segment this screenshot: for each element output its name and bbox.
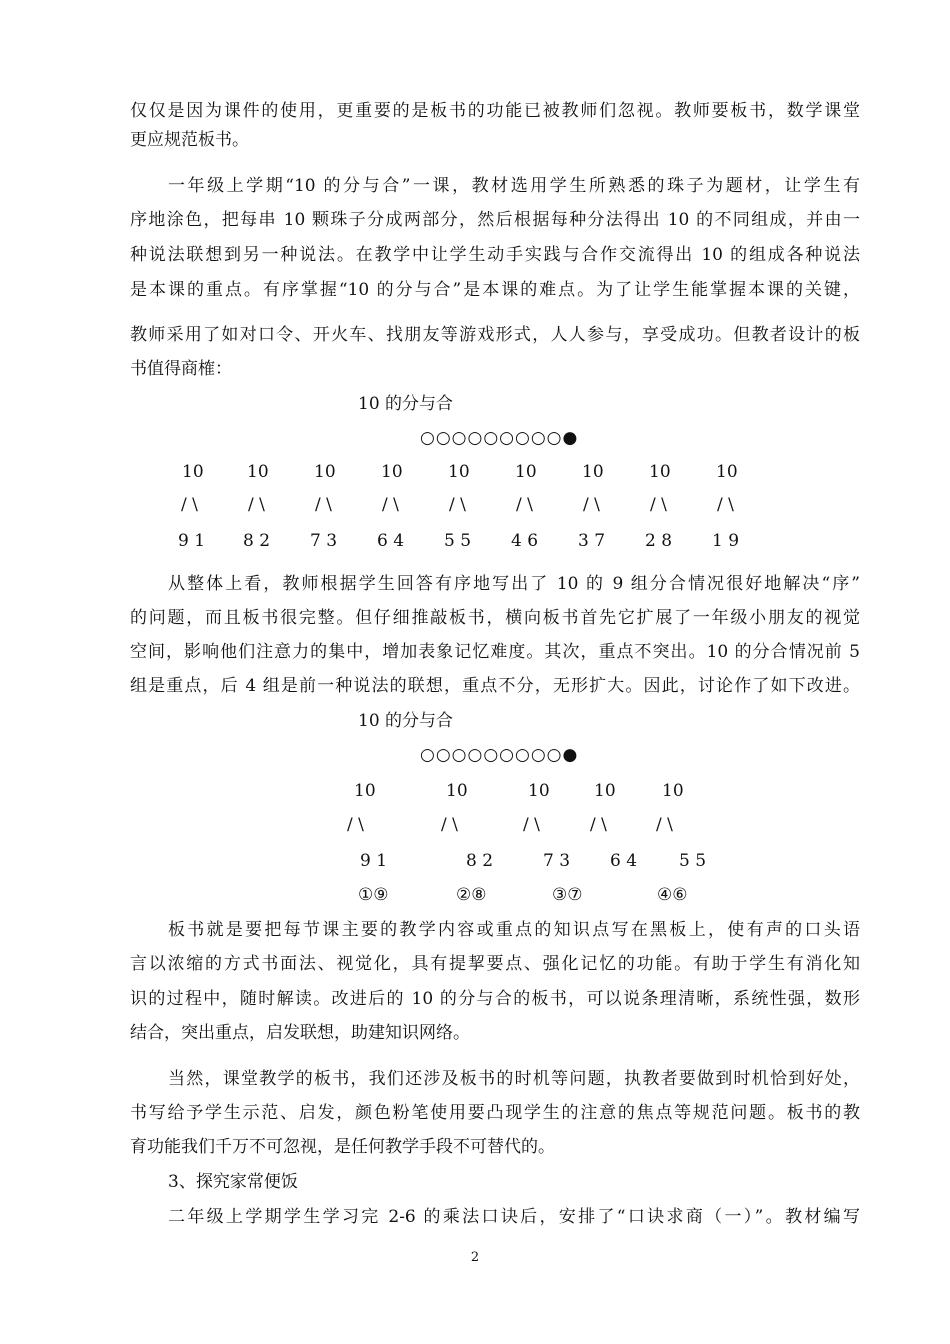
text-line: 空间，影响他们注意力的集中，增加表象记忆难度。其次，重点不突出。10 的分合情况前 5 (130, 642, 860, 662)
board1-pair: 7 3 (310, 531, 338, 551)
board1-branch: / \ (650, 495, 667, 515)
board1-branch: / \ (449, 495, 466, 515)
text-line: 板书就是要把每节课主要的教学内容或重点的知识点写在黑板上，使有声的口头语 (168, 920, 860, 940)
board2-circled-pair: ③⑦ (552, 885, 583, 905)
board2-pair: 9 1 (360, 851, 388, 871)
text-line: 仅仅是因为课件的使用，更重要的是板书的功能已被教师们忽视。教师要板书，数学课堂 (130, 101, 860, 121)
board1-branch: / \ (315, 495, 332, 515)
board2-pair: 7 3 (543, 851, 571, 871)
board1-pair: 8 2 (243, 531, 271, 551)
board1-top: 10 (448, 462, 470, 482)
board1-pair: 1 9 (712, 531, 740, 551)
text-line: 一年级上学期“10 的分与合”一课，教材选用学生所熟悉的珠子为题材，让学生有 (168, 176, 860, 196)
board2-top: 10 (528, 781, 550, 801)
board1-pair: 3 7 (578, 531, 606, 551)
board1-branch: / \ (382, 495, 399, 515)
board2-top: 10 (594, 781, 616, 801)
board2-branch: / \ (523, 815, 540, 835)
board1-branch: / \ (181, 495, 198, 515)
text-line: 更应规范板书。 (130, 130, 249, 150)
board2-branch: / \ (590, 815, 607, 835)
text-line: 结合，突出重点，启发联想，助建知识网络。 (130, 1023, 470, 1043)
board2-circled-pair: ①⑨ (358, 885, 389, 905)
board1-top: 10 (381, 462, 403, 482)
board2-circled-pair: ②⑧ (456, 885, 487, 905)
board1-top: 10 (649, 462, 671, 482)
text-line: 识的过程中，随时解读。改进后的 10 的分与合的板书，可以说条理清晰，系统性强，数形 (130, 989, 860, 1009)
board1-top: 10 (716, 462, 738, 482)
text-line: 是本课的重点。有序掌握“10 的分与合”是本课的难点。为了让学生能掌握本课的关键， (130, 280, 860, 300)
board2-circled-pair: ④⑥ (657, 885, 688, 905)
text-line: 育功能我们千万不可忽视，是任何教学手段不可替代的。 (130, 1137, 555, 1157)
board1-beads: ○○○○○○○○○● (420, 428, 579, 448)
text-line: 教师采用了如对口令、开火车、找朋友等游戏形式，人人参与，享受成功。但教者设计的板 (130, 325, 860, 345)
board1-branch: / \ (717, 495, 734, 515)
board1-top: 10 (314, 462, 336, 482)
board1-top: 10 (515, 462, 537, 482)
page-number: 2 (470, 1250, 480, 1265)
board2-pair: 8 2 (466, 851, 494, 871)
text-line: 书值得商榷： (130, 359, 232, 379)
board1-top: 10 (582, 462, 604, 482)
board1-top: 10 (182, 462, 204, 482)
board1-top: 10 (247, 462, 269, 482)
text-line: 的问题，而且板书很完整。但仔细推敲板书，横向板书首先它扩展了一年级小朋友的视觉 (130, 608, 860, 628)
board1-branch: / \ (248, 495, 265, 515)
text-line: 二年级上学期学生学习完 2-6 的乘法口诀后，安排了“口诀求商（一）”。教材编写 (168, 1207, 860, 1227)
board2-beads: ○○○○○○○○○● (420, 745, 579, 765)
board2-branch: / \ (656, 815, 673, 835)
text-line: 序地涂色，把每串 10 颗珠子分成两部分，然后根据每种分法得出 10 的不同组成，并由一 (130, 210, 860, 230)
board2-top: 10 (446, 781, 468, 801)
board1-pair: 5 5 (444, 531, 472, 551)
text-line: 当然，课堂教学的板书，我们还涉及板书的时机等问题，执教者要做到时机恰到好处， (168, 1069, 860, 1089)
board1-branch: / \ (583, 495, 600, 515)
text-line: 组是重点，后 4 组是前一种说法的联想，重点不分，无形扩大。因此，讨论作了如下改进。 (130, 676, 860, 696)
board1-title: 10 的分与合 (358, 394, 454, 414)
board1-pair: 6 4 (377, 531, 405, 551)
board1-branch: / \ (516, 495, 533, 515)
board1-pair: 2 8 (645, 531, 673, 551)
board2-top: 10 (662, 781, 684, 801)
board2-title: 10 的分与合 (358, 711, 454, 731)
board2-branch: / \ (347, 815, 364, 835)
text-line: 种说法联想到另一种说法。在教学中让学生动手实践与合作交流得出 10 的组成各种说法 (130, 245, 860, 265)
text-line: 言以浓缩的方式书面法、视觉化，具有提挈要点、强化记忆的功能。有助于学生有消化知 (130, 954, 860, 974)
section-heading: 3、探究家常便饭 (168, 1172, 298, 1192)
board2-pair: 6 4 (610, 851, 638, 871)
text-line: 书写给予学生示范、启发，颜色粉笔使用要凸现学生的注意的焦点等规范问题。板书的教 (130, 1103, 860, 1123)
text-line: 从整体上看，教师根据学生回答有序地写出了 10 的 9 组分合情况很好地解决“序” (168, 574, 860, 594)
board1-pair: 9 1 (178, 531, 206, 551)
board2-branch: / \ (441, 815, 458, 835)
board2-pair: 5 5 (679, 851, 707, 871)
board1-pair: 4 6 (511, 531, 539, 551)
board2-top: 10 (354, 781, 376, 801)
